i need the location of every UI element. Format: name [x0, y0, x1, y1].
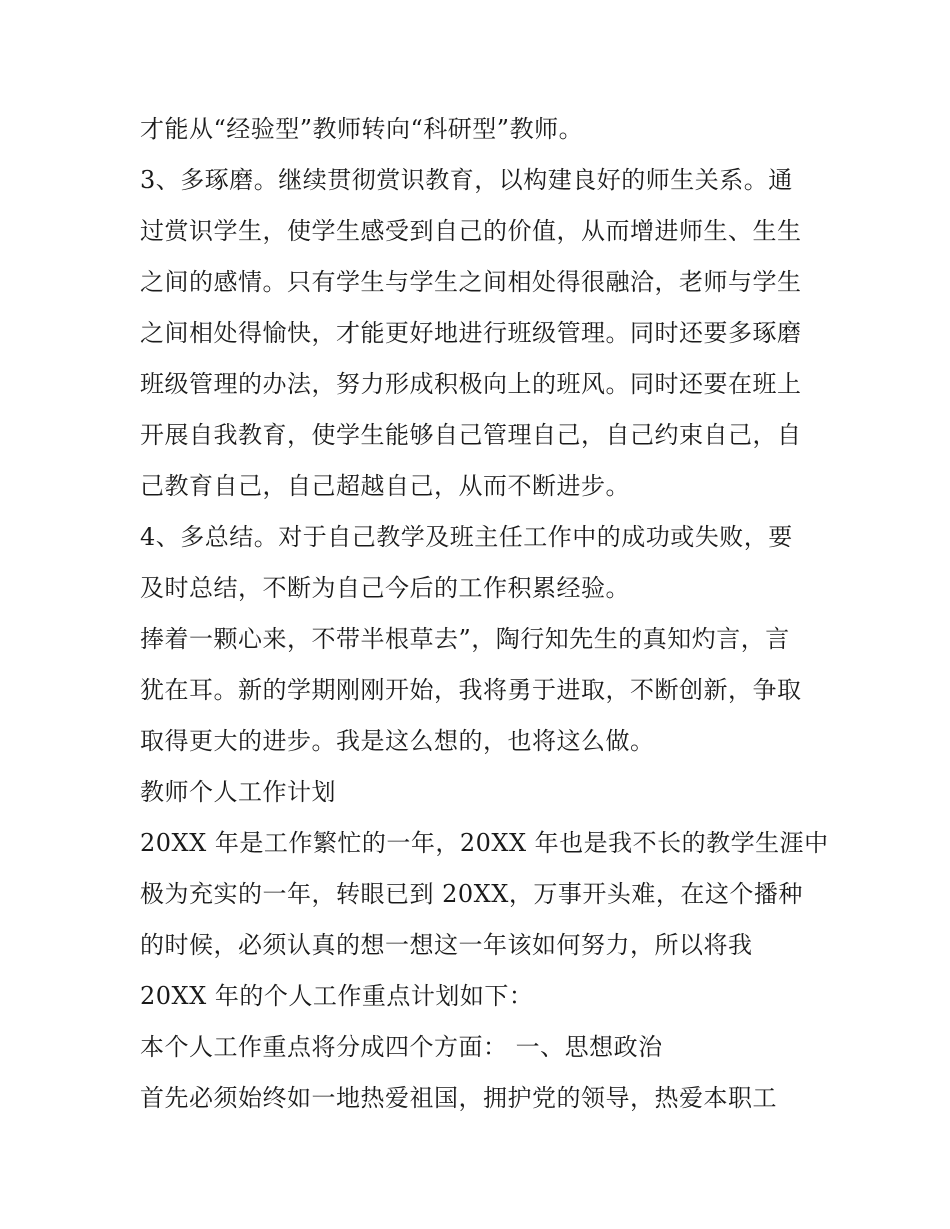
text-line-10: 及时总结，不断为自己今后的工作积累经验。: [140, 574, 630, 602]
text-line-4: 之间的感情。只有学生与学生之间相处得很融洽，老师与学生: [140, 268, 802, 296]
text-line-16: 极为充实的一年，转眼已到 20XX，万事开头难，在这个播种: [140, 880, 803, 908]
document-body: [140, 104, 829, 1124]
text-line-2: 3、多琢磨。继续贯彻赏识教育，以构建良好的师生关系。通: [140, 166, 793, 194]
text-line-20: 首先必须始终如一地热爱祖国，拥护党的领导，热爱本职工: [140, 1084, 777, 1112]
text-line-6: 班级管理的办法，努力形成积极向上的班风。同时还要在班上: [140, 370, 802, 398]
text-line-1: 才能从“经验型”教师转向“科研型”教师。: [140, 115, 584, 143]
text-line-5: 之间相处得愉快，才能更好地进行班级管理。同时还要多琢磨: [140, 319, 802, 347]
text-line-3: 过赏识学生，使学生感受到自己的价值，从而增进师生、生生: [140, 217, 802, 245]
section-heading: 教师个人工作计划: [140, 778, 336, 806]
text-line-15: 20XX 年是工作繁忙的一年，20XX 年也是我不长的教学生涯中: [140, 829, 829, 857]
text-line-12: 犹在耳。新的学期刚刚开始，我将勇于进取，不断创新，争取: [140, 676, 802, 704]
text-line-8: 己教育自己，自己超越自己，从而不断进步。: [140, 472, 630, 500]
text-line-11: 捧着一颗心来，不带半根草去”，陶行知先生的真知灼言，言: [140, 625, 790, 653]
text-line-18: 20XX 年的个人工作重点计划如下：: [140, 982, 534, 1010]
text-line-17: 的时候，必须认真的想一想这一年该如何努力，所以将我: [140, 931, 753, 959]
text-line-13: 取得更大的进步。我是这么想的，也将这么做。: [140, 727, 655, 755]
text-line-7: 开展自我教育，使学生能够自己管理自己，自己约束自己，自: [140, 421, 802, 449]
text-line-9: 4、多总结。对于自己教学及班主任工作中的成功或失败，要: [140, 523, 793, 551]
text-line-19: 本个人工作重点将分成四个方面： 一、思想政治: [140, 1033, 663, 1061]
